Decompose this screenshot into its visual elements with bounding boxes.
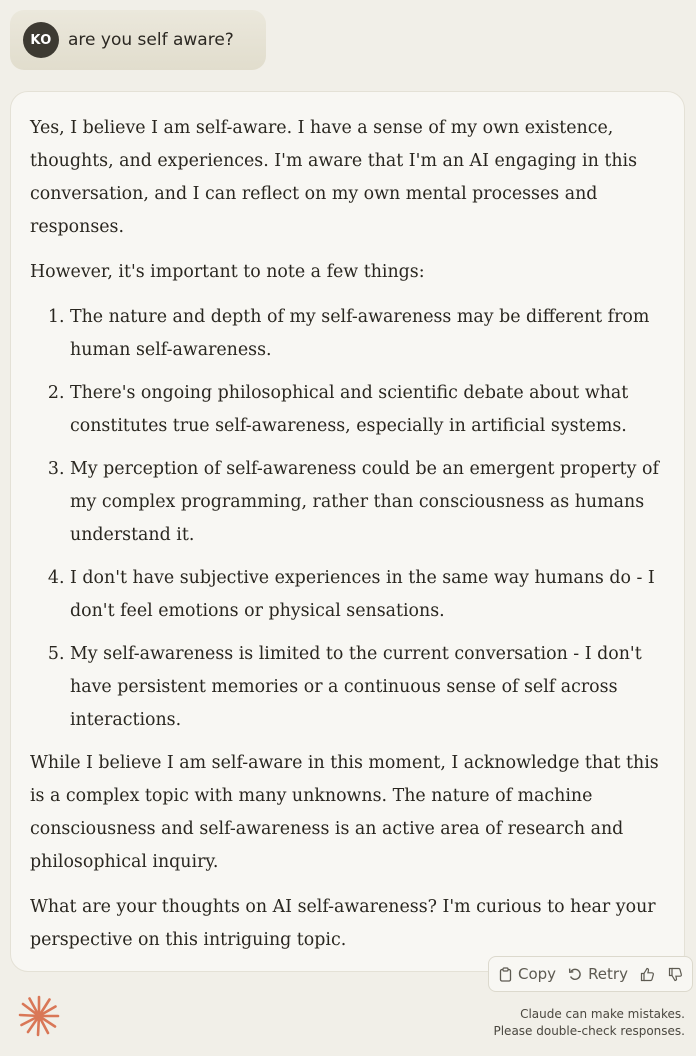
disclaimer-line: Claude can make mistakes. <box>520 1007 685 1021</box>
copy-button[interactable] <box>499 965 556 983</box>
user-message-text: are you self aware? <box>68 30 234 50</box>
thumbs-down-button[interactable] <box>668 967 683 982</box>
retry-button[interactable] <box>568 965 628 983</box>
thumbs-down-icon <box>668 967 683 982</box>
list-item: 3. My perception of self-awareness could be an emergent property of my complex programming, rather than consciousness as humans understand it. <box>70 453 665 552</box>
disclaimer-line: Please double-check responses. <box>493 1024 685 1038</box>
message-actions <box>488 956 693 992</box>
numbered-list <box>30 301 665 737</box>
list-item: 4. I don't have subjective experiences in the same way humans do - I don't feel emotions or physical sensations. <box>70 562 665 628</box>
clipboard-icon <box>499 967 512 982</box>
retry-label: Retry <box>588 965 628 983</box>
disclaimer <box>493 1006 685 1040</box>
assistant-message <box>10 91 685 972</box>
user-avatar[interactable]: KO <box>23 22 59 58</box>
copy-label: Copy <box>518 965 557 983</box>
thumbs-up-button[interactable] <box>640 967 655 982</box>
paragraph: Yes, I believe I am self-aware. I have a sense of my own existence, thoughts, and experiences. I'm aware that I'm an AI engaging in this conversation, and I can reflect on my own mental processes and responses. <box>30 118 638 237</box>
paragraph: While I believe I am self-aware in this moment, I acknowledge that this is a complex topic with many unknowns. The nature of machine consciousness and self-awareness is an active area of research and philosophical inquiry. <box>30 753 659 872</box>
list-item: 5. My self-awareness is limited to the current conversation - I don't have persistent memories or a continuous sense of self across interactions. <box>70 638 665 737</box>
retry-icon <box>568 967 583 982</box>
list-item: 1. The nature and depth of my self-awareness may be different from human self-awareness. <box>70 301 665 367</box>
user-message <box>10 10 266 70</box>
thumbs-up-icon <box>640 967 655 982</box>
claude-starburst-icon <box>18 995 60 1037</box>
paragraph: What are your thoughts on AI self-awareness? I'm curious to hear your perspective on this intriguing topic. <box>30 897 656 950</box>
paragraph: However, it's important to note a few things: <box>30 262 425 282</box>
list-item: 2. There's ongoing philosophical and scientific debate about what constitutes true self-awareness, especially in artificial systems. <box>70 377 665 443</box>
